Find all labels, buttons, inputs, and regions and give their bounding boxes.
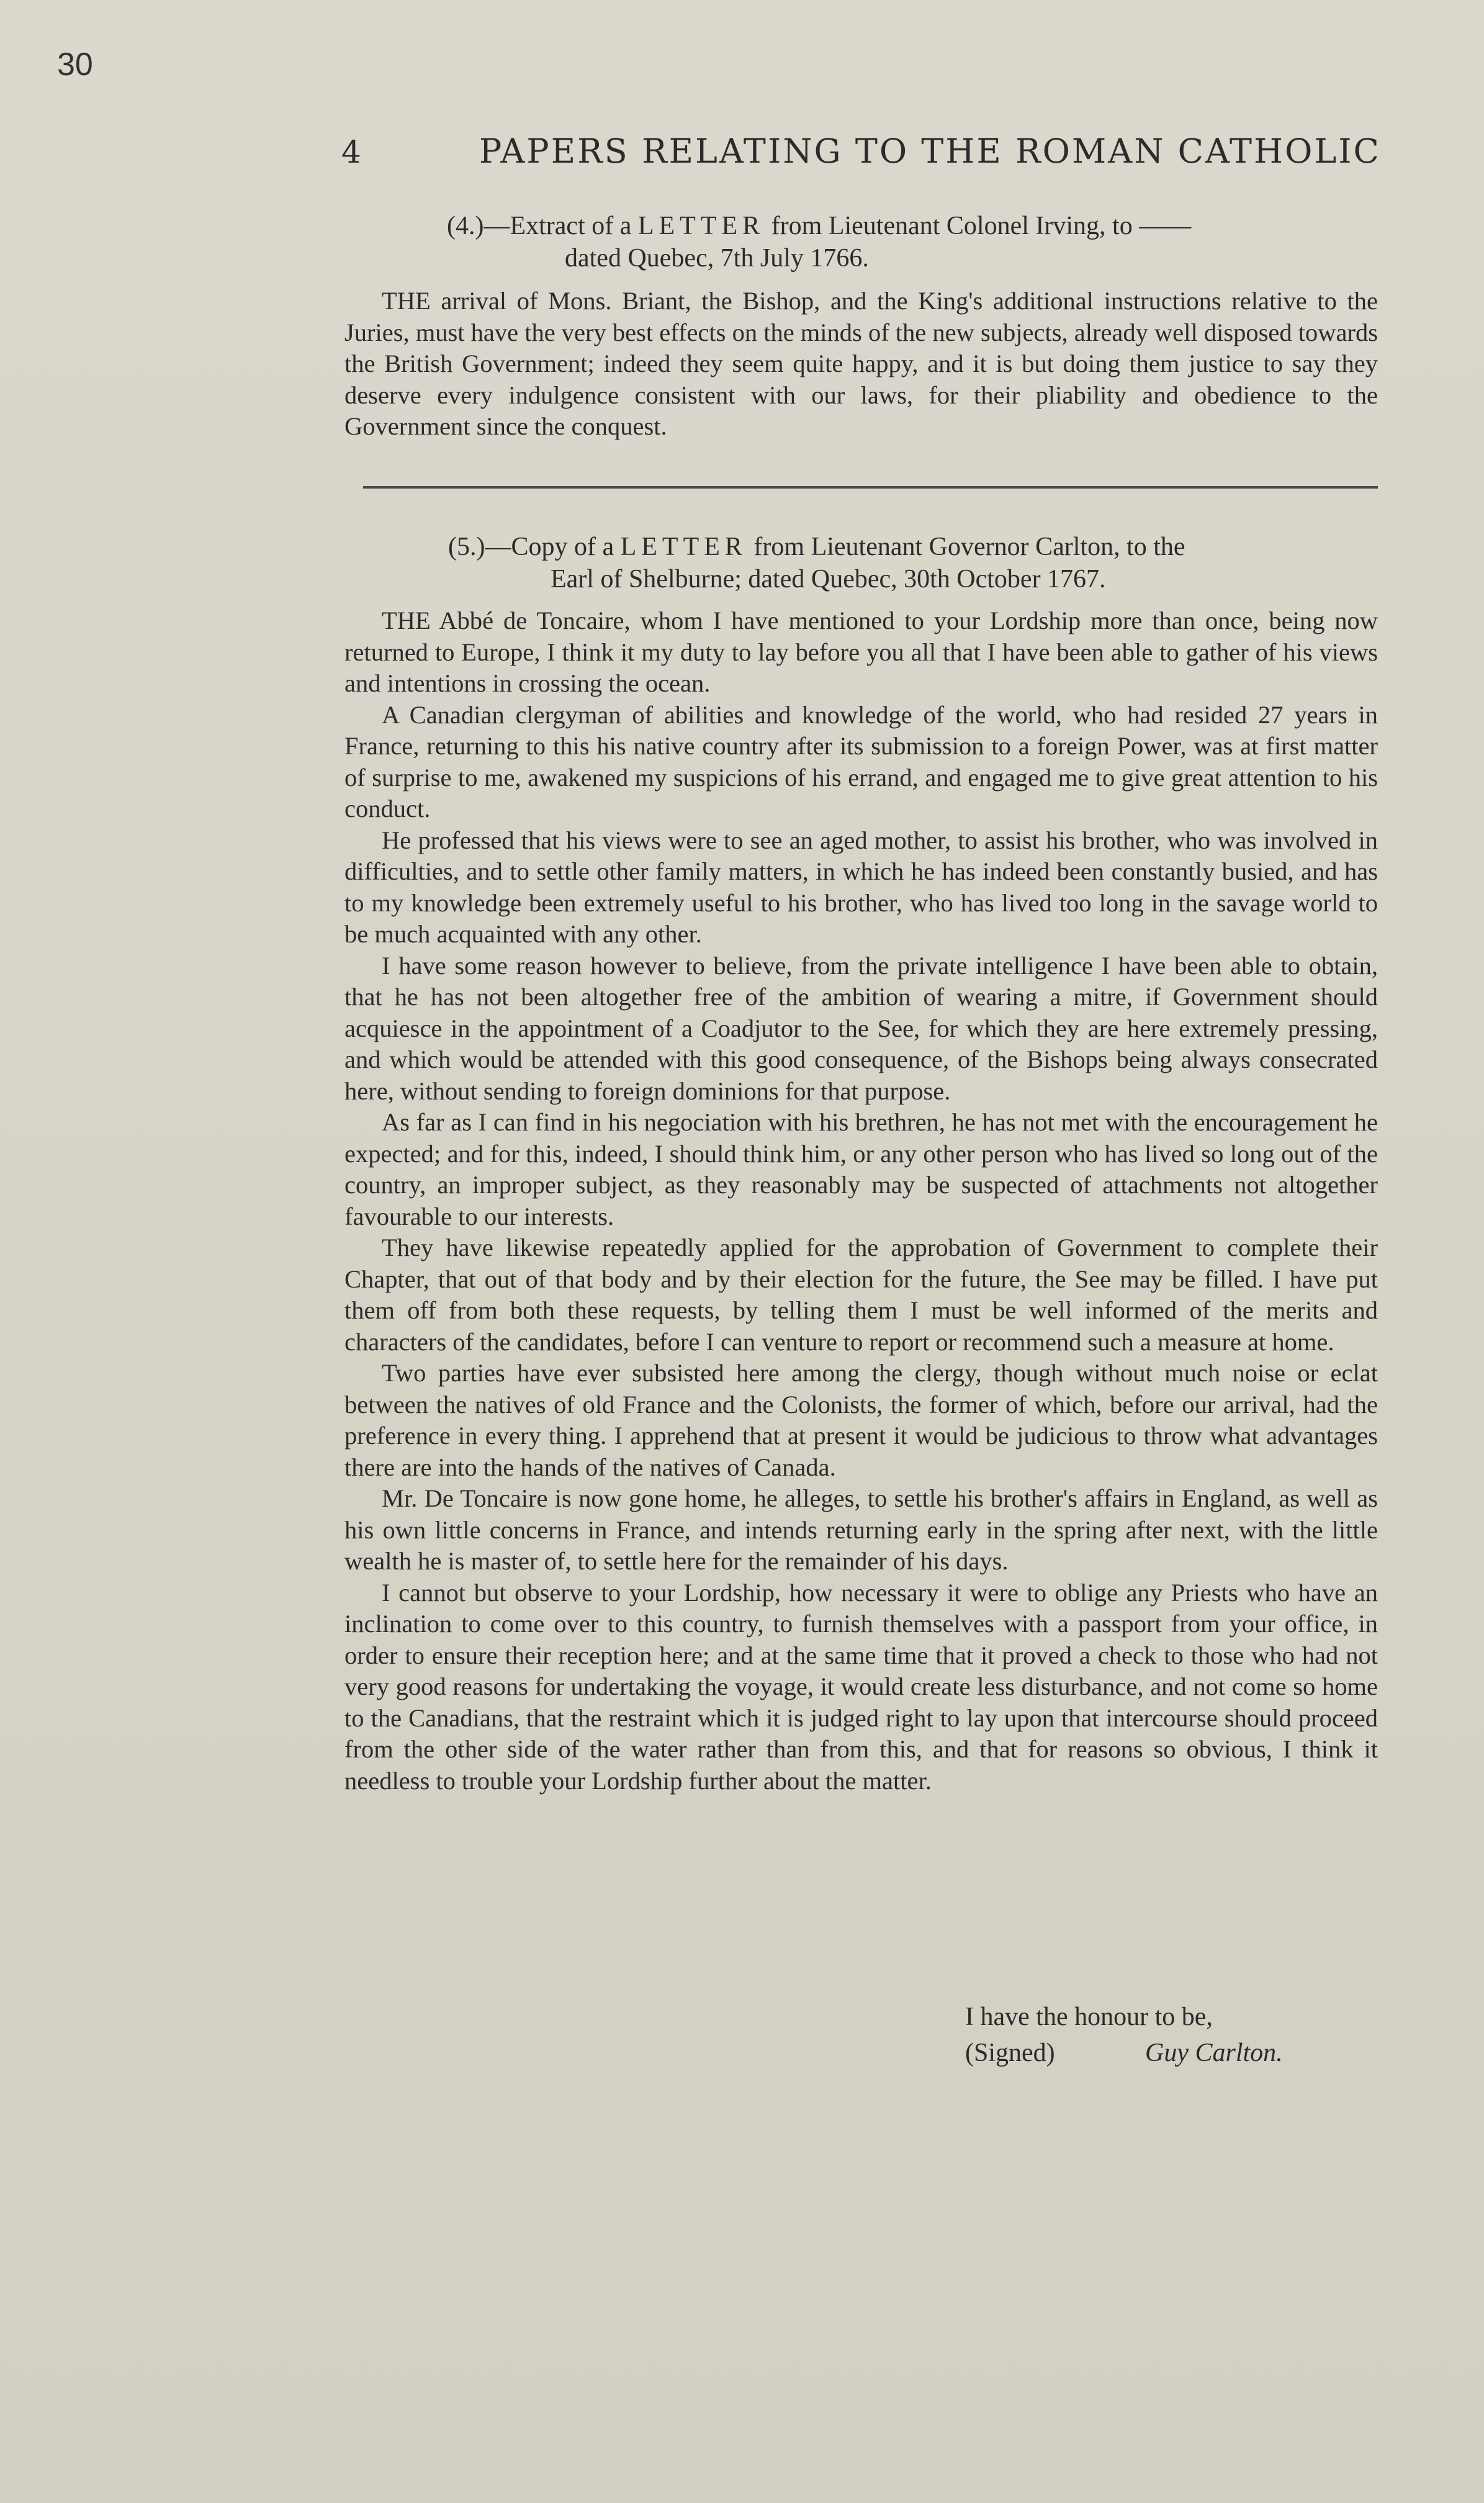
- paragraph: Two parties have ever subsisted here among the clergy, though without much noise or eclat between the natives of old France and the Colonists, the former of which, before our arrival, had the preference in every thing. I apprehend that at present it would be judicious to throw what advantages there are into the hands of the natives of Canada.: [344, 1359, 1378, 1481]
- paragraph: A Canadian clergyman of abilities and knowledge of the world, who had resided 27 years in France, returning to this his native country after its submission to a foreign Power, was at first matter of surprise to me, awakened my suspicions of his errand, and engaged me to give great attention to his conduct.: [344, 700, 1378, 823]
- paragraph: They have likewise repeatedly applied for the approbation of Government to complete their Chapter, that out of that body and by their election for the future, the See may be filled. I have put them off from both these requests, by telling them I must be well informed of the merits and characters of the candidates, before I can venture to report or recommend such a measure at home.: [344, 1233, 1378, 1356]
- letter-4-heading: [447, 210, 1191, 274]
- letter-4-heading-line1: (4.)—Extract of a LETTER from Lieutenant Colonel Irving, to ——: [447, 212, 1192, 240]
- signed-label: (Signed): [965, 2039, 1055, 2067]
- signature-line: [909, 2035, 1283, 2071]
- signature-name: Guy Carlton.: [1145, 2039, 1283, 2067]
- letter-5-body: [344, 605, 1378, 1797]
- paragraph: THE arrival of Mons. Briant, the Bishop, and the King's additional instructions relative to the Juries, must have the very best effects on the minds of the new subjects, already well disposed towards the British Government; indeed they seem quite happy, and it is but doing them justice to say they deserve every indulgence consistent with our laws, for their pliability and obedience to the Government since the conquest.: [344, 287, 1378, 440]
- letter-5-heading-line2: Earl of Shelburne; dated Quebec, 30th October 1767.: [551, 565, 1106, 593]
- paragraph: As far as I can find in his negociation with his brethren, he has not met with the encouragement he expected; and for this, indeed, I should think him, or any other person who has lived so long out of the country, an improper subject, as they reasonably may be suspected of attachments not altogether favourable to our interests.: [344, 1108, 1378, 1230]
- letter-4-body: [344, 286, 1378, 443]
- closing-line: I have the honour to be,: [965, 2003, 1213, 2031]
- paragraph: THE Abbé de Toncaire, whom I have mentioned to your Lordship more than once, being now returned to Europe, I think it my duty to lay before you all that I have been able to gather of his views and intentions in crossing the ocean.: [344, 607, 1378, 697]
- page-number: 30: [57, 47, 93, 83]
- paragraph: Mr. De Toncaire is now gone home, he alleges, to settle his brother's affairs in England, as well as his own little concerns in France, and intends returning early in the spring after next, with the little wealth he is master of, to settle here for the remainder of his days.: [344, 1484, 1378, 1575]
- original-page-number: 4: [341, 134, 361, 170]
- letter-5-heading-line1: (5.)—Copy of a LETTER from Lieutenant Governor Carlton, to the: [448, 533, 1185, 561]
- paragraph: I cannot but observe to your Lordship, how necessary it were to oblige any Priests who have an inclination to come over to this country, to furnish themselves with a passport from your office, in order to ensure their reception here; and at the same time that it proved a check to those who had not very good reasons for undertaking the voyage, it would create less disturbance, and not come so home to the Canadians, that the restraint which it is judged right to lay upon that intercourse should proceed from the other side of the water rather than from this, and that for reasons so obvious, I think it needless to trouble your Lordship further about the matter.: [344, 1578, 1378, 1795]
- paragraph: I have some reason however to believe, from the private intelligence I have been able to obtain, that he has not been altogether free of the ambition of wearing a mitre, if Government should acquiesce in the appointment of a Coadjutor to the See, for which they are here extremely pressing, and which would be attended with this good consequence, of the Bishops being always consecrated here, without sending to foreign dominions for that purpose.: [344, 951, 1378, 1105]
- letter-closing: [909, 1999, 1283, 2071]
- running-head-title: PAPERS RELATING TO THE ROMAN CATHOLIC: [479, 132, 1381, 171]
- letter-5-heading: [448, 531, 1185, 595]
- letter-4-heading-line2: dated Quebec, 7th July 1766.: [565, 244, 869, 273]
- section-divider: [363, 486, 1378, 489]
- paragraph: He professed that his views were to see an aged mother, to assist his brother, who was involved in difficulties, and to settle other family matters, in which he has indeed been constantly busied, and has to my knowledge been extremely useful to his brother, who has lived too long in the savage world to be much acquainted with any other.: [344, 826, 1378, 948]
- letter-word: LETTER: [637, 212, 765, 240]
- letter-word: LETTER: [620, 533, 747, 561]
